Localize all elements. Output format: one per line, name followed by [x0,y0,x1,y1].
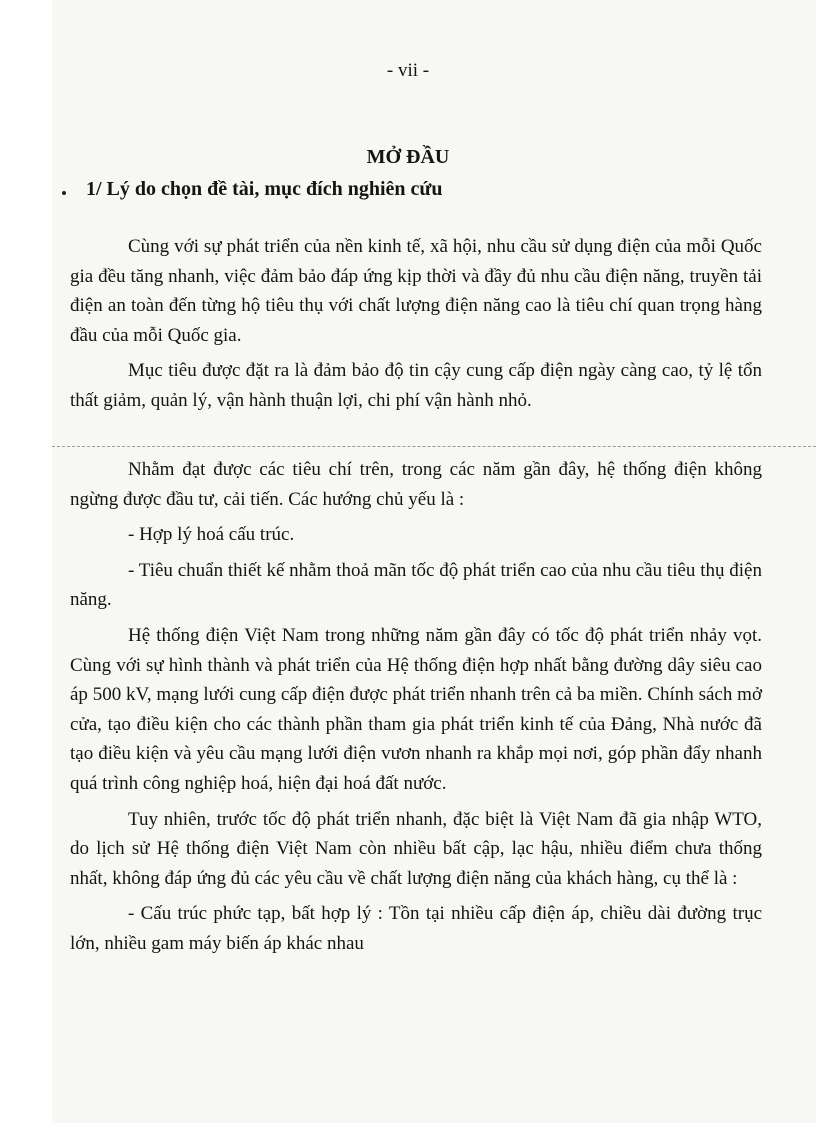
paragraph: Cùng với sự phát triển của nền kinh tế, xã hội, nhu cầu sử dụng điện của mỗi Quốc gia đều tăng nhanh, việc đảm bảo đáp ứng kịp thời và đầy đủ nhu cầu điện năng, truyền tải điện an toàn đến từng hộ tiêu thụ với chất lượng điện năng cao là tiêu chí quan trọng hàng đầu của mỗi Quốc gia. [70,236,762,346]
paragraph: Mục tiêu được đặt ra là đảm bảo độ tin cậy cung cấp điện ngày càng cao, tỷ lệ tổn thất giảm, quản lý, vận hành thuận lợi, chi phí vận hành nhỏ. [70,360,762,411]
scan-fold-line [52,446,816,447]
list-item: - Tiêu chuẩn thiết kế nhằm thoả mãn tốc độ phát triển cao của nhu cầu tiêu thụ điện năng. [70,559,762,611]
paragraph: Nhằm đạt được các tiêu chí trên, trong các năm gần đây, hệ thống điện không ngừng được đầu tư, cải tiến. Các hướng chủ yếu là : [70,459,762,510]
chapter-title: MỞ ĐẦU [366,146,450,168]
page-number: - vii - [386,60,430,81]
list-item: - Cấu trúc phức tạp, bất hợp lý : Tồn tại nhiều cấp điện áp, chiều dài đường trục lớn, nhiều gam máy biến áp khác nhau [70,903,762,954]
paragraph: Hệ thống điện Việt Nam trong những năm gần đây có tốc độ phát triển nhảy vọt. Cùng với sự hình thành và phát triển của Hệ thống điện hợp nhất bằng đường dây siêu cao áp 500 kV, mạng lưới cung cấp điện được phát triển nhanh trên cả ba miền. Chính sách mở cửa, tạo điều kiện cho các thành phần tham gia phát triển kinh tế của Đảng, Nhà nước đã tạo điều kiện và yêu cầu mạng lưới điện vươn nhanh ra khắp mọi nơi, góp phần đẩy nhanh quá trình công nghiệp hoá, hiện đại hoá đất nước. [70,624,762,794]
body-text-block-1 [70,232,762,416]
paragraph: Tuy nhiên, trước tốc độ phát triển nhanh, đặc biệt là Việt Nam đã gia nhập WTO, do lịch sử Hệ thống điện Việt Nam còn nhiều bất cập, lạc hậu, nhiều điểm chưa thống nhất, không đáp ứng đủ các yêu cầu về chất lượng điện năng của khách hàng, cụ thể là : [70,808,762,889]
list-item: - Hợp lý hoá cấu trúc. [128,524,295,546]
section-heading: 1/ Lý do chọn đề tài, mục đích nghiên cứu [86,178,443,200]
heading-bullet-dot [62,191,66,195]
body-text-block-2 [70,455,762,959]
